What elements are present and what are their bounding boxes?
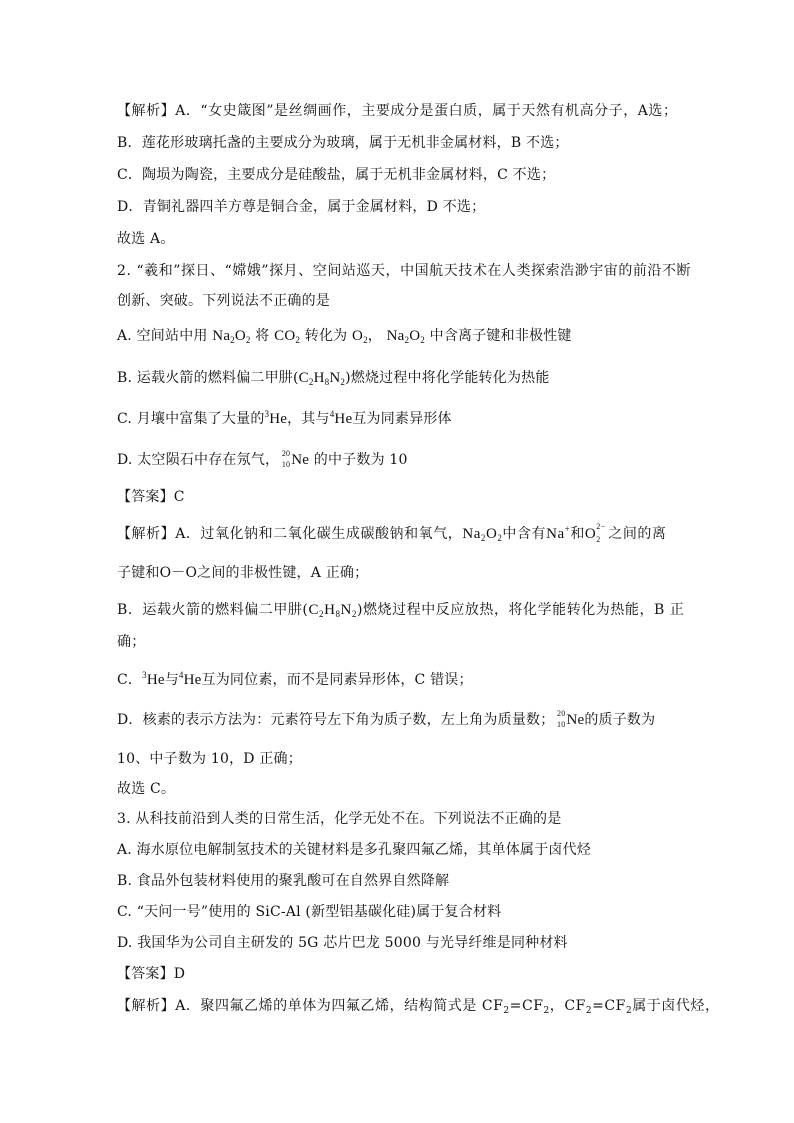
explanation-2-line-e: C．$^3$He与$^4$He互为同位素，而不是同素异形体，C 错误； — [117, 670, 473, 688]
explanation-2-line-f: D．核素的表示方法为：元素符号左下角为质子数，左上角为质量数； 20 10 Ne的质子数为 — [117, 709, 656, 729]
answer-3: 【答案】D — [117, 966, 186, 982]
formula-na2o2: $Na_2O_2$ — [212, 328, 251, 345]
explanation-1-conclusion: 故选 A。 — [117, 231, 175, 247]
explanation-2-line-g: 10、中子数为 10，D 正确； — [117, 751, 302, 767]
option-a-text: A. 空间站中用 — [117, 328, 208, 344]
explanation-1-line-a: 【解析】A．“女史箴图”是丝绸画作，主要成分是蛋白质，属于天然有机高分子，A选； — [117, 103, 678, 119]
formula-c2h8n2: $C_2H_8N_2$ — [298, 370, 346, 387]
explanation-1-line-c: C．陶埙为陶瓷，主要成分是硅酸盐，属于无机非金属材料，C 不选； — [117, 167, 556, 183]
isotope-he3: $^3$He — [142, 670, 165, 688]
explanation-2-line-b: 子键和O－O之间的非极性键，A 正确； — [117, 565, 369, 581]
explanation-2-conclusion: 故选 C。 — [117, 781, 176, 797]
explanation-2-line-a: 【解析】A．过氧化钠和二氧化碳生成碳酸钠和氧气，$Na_2O_2$中含有Na+和O 2− 2 之间的离 — [117, 522, 667, 544]
isotope-he4: $^4$He — [329, 409, 353, 427]
formula-c2h8n2: $C_2H_8N_2$ — [308, 602, 357, 619]
question-3-option-a: A. 海水原位电解制氢技术的关键材料是多孔聚四氟乙烯，其单体属于卤代烃 — [117, 842, 592, 858]
question-2-option-a: A. 空间站中用 $Na_2O_2$ 将 $CO_2$ 转化为 $O_2$， $Na_2O_2$ 中含离子键和非极性键 — [117, 328, 572, 345]
question-3-option-b: B. 食品外包装材料使用的聚乳酸可在自然界自然降解 — [117, 873, 450, 889]
formula-o2: $O_2$ — [352, 328, 368, 345]
formula-na2o2: $Na_2O_2$ — [386, 328, 425, 345]
question-2-option-c: C. 月壤中富集了大量的$^3$He，其与$^4$He互为同素异形体 — [117, 409, 452, 427]
answer-2: 【答案】C — [117, 489, 185, 505]
question-3-option-d: D. 我国华为公司自主研发的 5G 芯片巴龙 5000 与光导纤维是同种材料 — [117, 935, 568, 951]
explanation-2-line-d: 确； — [117, 634, 146, 650]
question-2-stem-a: 2. “羲和”探日、“嫦娥”探月、空间站巡天，中国航天技术在人类探索浩渺宇宙的前沿不断 — [117, 263, 692, 279]
formula-na2o2: $Na_2O_2$ — [462, 526, 503, 543]
question-2-option-b: B. 运载火箭的燃料偏二甲肼$(C_2H_8N_2)$燃烧过程中将化学能转化为热能 — [117, 370, 550, 387]
explanation-1-line-b: B．莲花形玻璃托盏的主要成分为玻璃，属于无机非金属材料，B 不选； — [117, 135, 569, 151]
ion-na-plus: Na+ — [546, 524, 571, 542]
isotope-he4: $^4$He — [178, 670, 202, 688]
question-3-option-c: C. “天问一号”使用的 SiC-Al (新型铝基碳化硅)属于复合材料 — [117, 904, 502, 920]
explanation-3-line-a: 【解析】A．聚四氟乙烯的单体为四氟乙烯，结构简式是 $CF_2=CF_2$，$CF_2=CF_2$属于卤代烃， — [117, 998, 720, 1016]
question-3-stem: 3. 从科技前沿到人类的日常生活，化学无处不在。下列说法不正确的是 — [117, 811, 562, 827]
isotope-he3: $^3$He — [264, 409, 288, 427]
explanation-1-line-d: D．青铜礼器四羊方尊是铜合金，属于金属材料，D 不选； — [117, 199, 486, 215]
question-2-stem-b: 创新、突破。下列说法不正确的是 — [117, 293, 330, 309]
ion-peroxide: O 2− 2 — [584, 522, 606, 544]
nuclide-ne: 20 10 Ne — [281, 449, 310, 469]
question-2-option-d: D. 太空陨石中存在氖气， 20 10 Ne 的中子数为 10 — [117, 449, 408, 469]
explanation-2-line-c: B．运载火箭的燃料偏二甲肼$(C_2H_8N_2)$燃烧过程中反应放热，将化学能转化为热能，B 正 — [117, 602, 685, 619]
formula-co2: $CO_2$ — [274, 328, 301, 345]
nuclide-ne: 20 10 Ne — [557, 709, 585, 729]
